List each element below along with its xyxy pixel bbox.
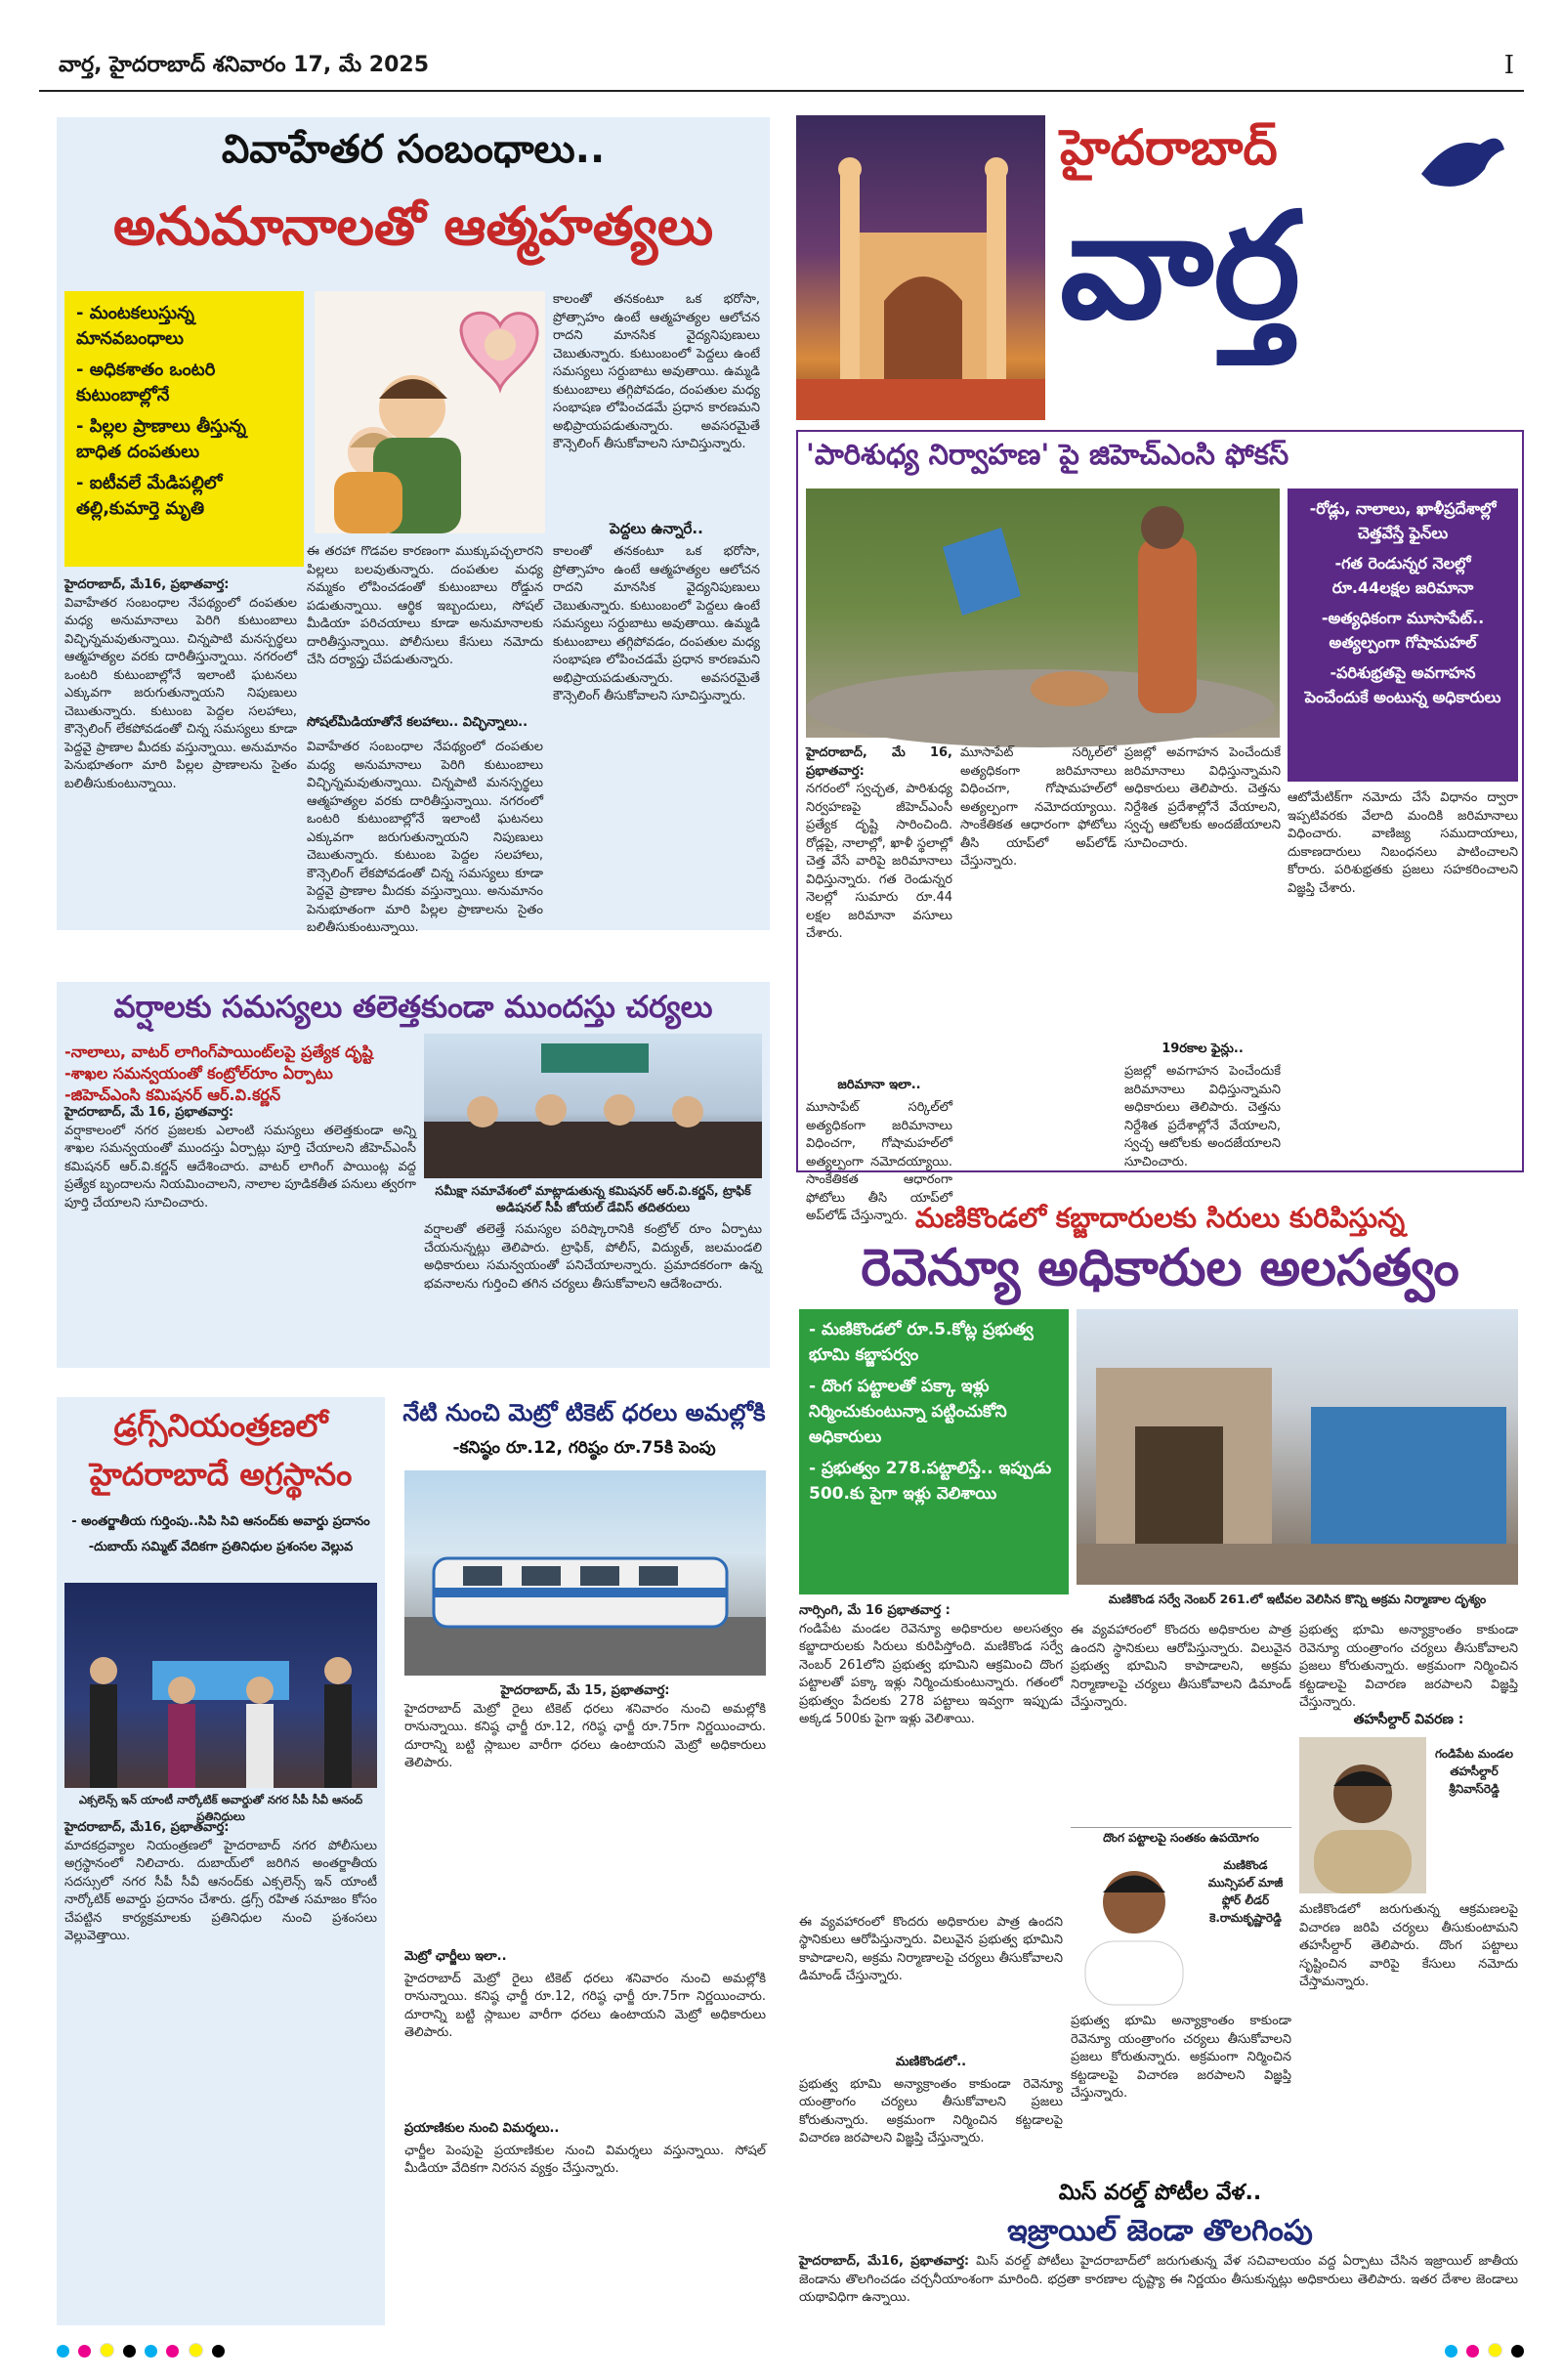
footer-registration-marks (57, 2343, 350, 2359)
registration-dot-icon (57, 2345, 69, 2358)
registration-dot-icon (1466, 2345, 1479, 2358)
story3-bullet: -నాలాలు, వాటర్ లాగింగ్‌పాయింట్‌లపై ప్రత్యేక దృష్టి (64, 1042, 373, 1061)
story4-col1-more: ఈ వ్యవహారంలో కొందరు అధికారుల పాత్ర ఉందని స్థానికులు ఆరోపిస్తున్నారు. విలువైన ప్రభుత్వ భూమిని కాపాడాలని, అక్రమ నిర్మాణాలపై చర్యలు తీసుకోవాలని డిమాండ్ చేస్తున్నారు. (799, 1914, 1063, 1983)
story2-col3-more: ప్రజల్లో అవగాహన పెంచేందుకే జరిమానాలు విధిస్తున్నామని అధికారులు తెలిపారు. చెత్తను నిర్దేశిత ప్రదేశాల్లోనే వేయాలని, స్వచ్ఛ ఆటోలకు అందజేయాలని సూచించారు. (1124, 1064, 1281, 1169)
story5-body (64, 1819, 377, 2316)
story4-bullet: - మణికొండలో రూ.5.కోట్ల ప్రభుత్వ భూమి కబ్జాపర్వం (809, 1320, 1034, 1365)
story4-photo-caption: మణికొండ సర్వే నెంబర్ 261.లో ఇటీవల వెలిసిన కొన్ని అక్రమ నిర్మాణాల దృశ్యం (1108, 1592, 1487, 1606)
registration-dot-icon (100, 2343, 114, 2358)
registration-dot-icon (145, 2345, 157, 2358)
story2-bullets (1288, 489, 1518, 782)
story2-col2 (960, 744, 1117, 1163)
story2-sub1: జరిమానా ఇలా.. (837, 1078, 921, 1092)
story5-caption: ఎక్సలెన్స్ ఇన్ యాంటీ నార్కోటిక్ అవార్డుతో నగర సీపీ సీవీ ఆనంద్ ప్రతినిధులు (78, 1793, 363, 1823)
story1-bullet: - పిల్లల ప్రాణాలు తీస్తున్న బాధిత దంపతులు (76, 416, 247, 462)
masthead (796, 115, 1524, 420)
story1-dateline: హైదరాబాద్, మే16, ప్రభాతవార్త: (64, 577, 230, 592)
story7-body-copy: మిస్ వరల్డ్ పోటీలు హైదరాబాద్‌లో జరుగుతున్న వేళ సచివాలయం వద్ద ఏర్పాటు చేసిన ఇజ్రాయిల్ జాతీయ జెండాను తొలగించడం చర్చనీయాంశంగా మారింది. భద్రతా కారణాల దృష్ట్యా ఈ నిర్ణయం తీసుకున్నట్లు అధికారులు తెలిపారు. ఇతర దేశాల జెండాలు యథావిధిగా ఉన్నాయి. (799, 2254, 1518, 2305)
story1-col1 (64, 576, 297, 918)
story7-kicker: మిస్ వరల్డ్ పోటీల వేళ.. (1058, 2181, 1262, 2205)
registration-dot-icon (1445, 2345, 1457, 2358)
story2-col1-text: నగరంలో స్వచ్ఛత, పారిశుధ్య నిర్వహణపై జీహెచ్ఎంసీ ప్రత్యేక దృష్టి సారించింది. రోడ్లపై, నాలాల్లో, ఖాళీ స్థలాల్లో చెత్త వేసే వారిపై జరిమానాలు విధిస్తున్నారు. గత రెండున్నర నెలల్లో సుమారు రూ.44 లక్షల జరిమానా వసూలు చేశారు. (806, 782, 952, 941)
story1-bullet: - అధికశాతం ఒంటరి కుటుంబాల్లోనే (76, 360, 216, 405)
story6-headline: నేటి నుంచి మెట్రో టికెట్ ధరలు అమల్లోకి (402, 1399, 766, 1426)
story2-col3 (1124, 744, 1281, 1169)
story1-col2-text-more: వివాహేతర సంబంధాల నేపథ్యంలో దంపతుల మధ్య అనుమానాలు పెరిగి కుటుంబాలు విచ్ఛిన్నమవుతున్నాయి. చిన్నపాటి మనస్పర్థలు ఆత్మహత్యల వరకు దారితీస్తున్నాయి. నగరంలో ఒంటరి కుటుంబాల్లోనే ఇలాంటి ఘటనలు ఎక్కువగా జరుగుతున్నాయని నిపుణులు చెబుతున్నారు. కుటుంబ పెద్దల సలహాలు, కౌన్సెలింగ్ లేకపోవడంతో చిన్న సమస్యలు కూడా పెద్దవై ప్రాణాల మీదకు వస్తున్నాయి. అనుమానం పెనుభూతంగా మారి పిల్లల ప్రాణాలను సైతం బలితీసుకుంటున్నాయి. (307, 740, 543, 935)
story4-headline: రెవెన్యూ అధికారుల అలసత్వం (861, 1239, 1459, 1297)
story5-bullet: -దుబాయ్ సమ్మిట్ వేదికగా ప్రతినిధుల ప్రశంసల వెల్లువ (88, 1540, 354, 1554)
story3-headline: వర్షాలకు సమస్యలు తలెత్తకుండా ముందస్తు చర్యలు (113, 990, 713, 1025)
story4-col4-text: మణికొండలో జరుగుతున్న ఆక్రమణలపై విచారణ జరిపి చర్యలు తీసుకుంటామని తహసీల్దార్ తెలిపారు. దొంగ పట్టాలు సృష్టించిన వారిపై కేసులు నమోదు చేస్తామన్నారు. (1299, 1902, 1518, 1989)
masthead-city: హైదరాబాద్ (1060, 119, 1278, 176)
story2-headline: 'పారిశుధ్య నిర్వాహణ' పై జిహెచ్ఎంసి ఫోకస్ (806, 438, 1289, 471)
story6-sub2: మెట్రో ఛార్జీలు ఇలా.. (404, 1948, 507, 1964)
story2-photo (806, 489, 1280, 738)
registration-dot-icon (166, 2345, 179, 2358)
portrait-tahsildar (1299, 1737, 1426, 1893)
story2-bullet: -పరిశుభ్రతపై అవగాహన పెంచేందుకే అంటున్న అధికారులు (1304, 663, 1501, 706)
story3-bullet: -జిహెచ్ఎంసి కమిషనర్ ఆర్.వి.కర్ణన్ (64, 1085, 281, 1104)
story4-col2b-text: ప్రభుత్వ భూమి అన్యాక్రాంతం కాకుండా రెవెన్యూ యంత్రాంగం చర్యలు తీసుకోవాలని ప్రజలు కోరుతున్నారు. అక్రమంగా నిర్మించిన కట్టడాలపై విచారణ జరపాలని విజ్ఞప్తి చేస్తున్నారు. (1071, 2014, 1291, 2101)
story2-dateline: హైదరాబాద్, మే 16, ప్రభాతవార్త: (806, 745, 952, 779)
story3-dateline: హైదరాబాద్, మే 16, ప్రభాతవార్త: (64, 1105, 234, 1120)
story1-headline: అనుమానాలతో ఆత్మహత్యలు (112, 195, 714, 257)
story7-headline: ఇజ్రాయిల్ జెండా తొలగింపు (1007, 2214, 1313, 2248)
story1-col2 (307, 543, 543, 935)
story4-kicker: మణికొండలో కబ్జాదారులకు సిరులు కురిపిస్తున్న (914, 1202, 1406, 1234)
registration-dot-icon (78, 2345, 91, 2358)
footer-registration-marks-right (1358, 2343, 1524, 2359)
registration-dot-icon (1511, 2345, 1524, 2358)
story4-sub2: తహసీల్దార్ వివరణ : (1353, 1712, 1464, 1727)
header-dateline: వార్త, హైదరాబాద్ శనివారం 17, మే 2025 (59, 53, 430, 77)
story2-bullet: -అత్యధికంగా మూసాపేట్.. (1321, 609, 1485, 627)
story2-bullet: -గత రెండున్నర నెలల్లో రూ.44లక్షల జరిమానా (1331, 554, 1474, 597)
story5-body-text: మాదకద్రవ్యాల నియంత్రణలో హైదరాబాద్ నగర పోలీసులు అగ్రస్థానంలో నిలిచారు. దుబాయ్‌లో జరిగిన అంతర్జాతీయ సదస్సులో నగర సీపీ సీవీ ఆనంద్‌కు ఎక్సలెన్స్ ఇన్ యాంటీ నార్కోటిక్ అవార్డు ప్రదానం చేశారు. డ్రగ్స్ రహిత సమాజం కోసం చేపట్టిన కార్యక్రమాలకు ప్రతినిధుల నుంచి ప్రశంసలు వెల్లువెత్తాయి. (64, 1838, 377, 1943)
story3-bullets (64, 1041, 416, 1106)
story7-body-text (799, 2253, 1518, 2329)
story4-col1-text: గండిపేట మండల రెవెన్యూ అధికారుల అలసత్వం కబ్జాదారులకు సిరులు కురిపిస్తోంది. మణికొండ సర్వే నెంబర్ 261లోని ప్రభుత్వ భూమిని ఆక్రమించి దొంగ పట్టాలతో పక్కా ఇళ్లు నిర్మించుకుంటున్నారు. గతంలో ప్రభుత్వం పేదలకు 278 పట్టాలు ఇవ్వగా ఇప్పుడు అక్కడ 500కు పైగా ఇళ్లు వెలిశాయి. (799, 1621, 1063, 1726)
story6-metro-photo (404, 1470, 766, 1676)
story4-col1 (799, 1602, 1063, 2163)
registration-dot-icon (123, 2345, 136, 2358)
story6-dateline: హైదరాబాద్, మే 15, ప్రభాతవార్త: (500, 1683, 670, 1698)
story1-bullet: - మంటకలుస్తున్న మానవబంధాలు (76, 303, 195, 349)
story6-body2-text: ఛార్జీల పెంపుపై ప్రయాణికుల నుంచి విమర్శలు వస్తున్నాయి. సోషల్ మీడియా వేదికగా నిరసన వ్యక్తం చేస్తున్నారు. (404, 2143, 766, 2176)
story3-caption: సమీక్షా సమావేశంలో మాట్లాడుతున్న కమిషనర్ ఆర్.వి.కర్ణన్, ట్రాఫిక్ అడిషనల్ సీపీ జోయల్ డేవిస్ తదితరులు (435, 1183, 751, 1214)
story2-sub2: 19రకాల ఫైన్లు.. (1162, 1041, 1244, 1056)
story1-right-column (553, 291, 760, 516)
story3-bullet: -శాఖల సమన్వయంతో కంట్రోల్‌రూం ఏర్పాటు (64, 1064, 333, 1083)
masthead-title: వార్త (1060, 182, 1301, 352)
story4-col2 (1071, 1622, 1291, 1817)
story3-col1 (64, 1104, 416, 1360)
story4-col1-end: ప్రభుత్వ భూమి అన్యాక్రాంతం కాకుండా రెవెన్యూ యంత్రాంగం చర్యలు తీసుకోవాలని ప్రజలు కోరుతున్నారు. అక్రమంగా నిర్మించిన కట్టడాలపై విచారణ జరపాలని విజ్ఞప్తి చేస్తున్నారు. (799, 2076, 1063, 2146)
story4-col3 (1299, 1622, 1518, 1710)
story7-body (799, 2253, 1518, 2329)
story5-bullet: - అంతర్జాతీయ గుర్తింపు..సిపి సివి ఆనంద్‌కు అవార్డు ప్రదానం (71, 1514, 370, 1529)
story4-portrait1-name: మణికొండ మున్సిపల్ మాజీ ఫ్లోర్ లీడర్ కె.రామకృష్ణారెడ్డి (1207, 1858, 1284, 1925)
story1-subhead-elders: పెద్దలు ఉన్నారే.. (610, 520, 703, 537)
story2-col1 (806, 744, 952, 1223)
story4-bullets (799, 1309, 1069, 1594)
story4-sub1: మణికొండలో.. (895, 2054, 967, 2069)
registration-dot-icon (212, 2345, 225, 2358)
charminar-photo (796, 115, 1045, 420)
story2-col2-text: మూసాపేట్ సర్కిల్‌లో అత్యధికంగా జరిమానాలు విధించగా, గోషామహల్‌లో అత్యల్పంగా నమోదయ్యాయి. సాంకేతికత ఆధారంగా ఫోటోలు తీసి యాప్‌లో అప్‌లోడ్ చేస్తున్నారు. (960, 745, 1117, 869)
dove-icon (1412, 125, 1509, 203)
story1-col1-text: వివాహేతర సంబంధాల నేపథ్యంలో దంపతుల మధ్య అనుమానాలు పెరిగి కుటుంబాలు విచ్ఛిన్నమవుతున్నాయి. చిన్నపాటి మనస్పర్థలు ఆత్మహత్యల వరకు దారితీస్తున్నాయి. నగరంలో ఒంటరి కుటుంబాల్లోనే ఇలాంటి ఘటనలు ఎక్కువగా జరుగుతున్నాయని నిపుణులు చెబుతున్నారు. కుటుంబ పెద్దల సలహాలు, కౌన్సెలింగ్ లేకపోవడంతో చిన్న సమస్యలు కూడా పెద్దవై ప్రాణాల మీదకు వస్తున్నాయి. అనుమానం పెనుభూతంగా మారి పిల్లల ప్రాణాలను సైతం బలితీసుకుంటున్నాయి. (64, 595, 297, 791)
registration-dot-icon (1488, 2343, 1502, 2358)
story5-dateline: హైదరాబాద్, మే16, ప్రభాతవార్త: (64, 1820, 230, 1835)
story1-bullet: - ఐటీవలే మేడిపల్లిలో తల్లి,కుమార్తె మృతి (76, 473, 223, 519)
story1-subhead-social: సోషల్‌మీడియాతోనే కలహాలు.. విచ్ఛిన్నాలు.. (307, 715, 528, 730)
story4-col2-text: ఈ వ్యవహారంలో కొందరు అధికారుల పాత్ర ఉందని స్థానికులు ఆరోపిస్తున్నారు. విలువైన ప్రభుత్వ భూమిని కాపాడాలని, అక్రమ నిర్మాణాలపై చర్యలు తీసుకోవాలని డిమాండ్ చేస్తున్నారు. (1071, 1623, 1291, 1710)
story1-col3b (553, 543, 760, 918)
story4-portrait1-caption: దొంగ పట్టాలపై సంతకం ఉపయోగం (1071, 1827, 1291, 1848)
story3-col2 (424, 1221, 762, 1360)
story4-photo (1077, 1309, 1518, 1585)
story2-col4 (1288, 789, 1518, 1163)
story4-col3-text: ప్రభుత్వ భూమి అన్యాక్రాంతం కాకుండా రెవెన్యూ యంత్రాంగం చర్యలు తీసుకోవాలని ప్రజలు కోరుతున్నారు. అక్రమంగా నిర్మించిన కట్టడాలపై విచారణ జరపాలని విజ్ఞప్తి చేస్తున్నారు. (1299, 1623, 1518, 1710)
page-header (39, 41, 1524, 92)
story6-body (404, 1682, 766, 2200)
story1-col3b-text: కాలంతో తనకంటూ ఒక భరోసా, ప్రోత్సాహం ఉంటే ఆత్మహత్యల ఆలోచన రాదని మానసిక వైద్యనిపుణులు చెబుతున్నారు. కుటుంబంలో పెద్దలు ఉంటే సమస్యలు సర్దుబాటు అవుతాయి. ఉమ్మడి కుటుంబాలు తగ్గిపోవడం, దంపతుల మధ్య సంభాషణ లోపించడమే ప్రధాన కారణమని అభిప్రాయపడుతున్నారు. అవసరమైతే కౌన్సెలింగ్ తీసుకోవాలని సూచిస్తున్నారు. (553, 544, 760, 703)
story4-col2b (1071, 2013, 1291, 2163)
story1-col3-text: కాలంతో తనకంటూ ఒక భరోసా, ప్రోత్సాహం ఉంటే ఆత్మహత్యల ఆలోచన రాదని మానసిక వైద్యనిపుణులు చెబుతున్నారు. కుటుంబంలో పెద్దలు ఉంటే సమస్యలు సర్దుబాటు అవుతాయి. ఉమ్మడి కుటుంబాలు తగ్గిపోవడం, దంపతుల మధ్య సంభాషణ లోపించడమే ప్రధాన కారణమని అభిప్రాయపడుతున్నారు. అవసరమైతే కౌన్సెలింగ్ తీసుకోవాలని సూచిస్తున్నారు. (553, 292, 760, 451)
story3-col1-text: వర్షాకాలంలో నగర ప్రజలకు ఎలాంటి సమస్యలు తలెత్తకుండా అన్ని శాఖల సమన్వయంతో ముందస్తు ఏర్పాట్లు పూర్తి చేయాలని జీహెచ్ఎంసీ కమిషనర్ ఆర్.వి.కర్ణన్ ఆదేశించారు. వాటర్ లాగింగ్ పాయింట్ల వద్ద ప్రత్యేక బృందాలను నియమించాలని, నాలాల పూడికతీత పనులు త్వరగా పూర్తి చేయాలని సూచించారు. (64, 1123, 416, 1211)
story5-bullets (64, 1512, 377, 1557)
story2-col4-text: ఆటోమేటిక్‌గా నమోదు చేసే విధానం ద్వారా ఇప్పటివరకు వేలాది మందికి జరిమానాలు విధించారు. వాణిజ్య సముదాయాలు, దుకాణదారులు నిబంధనలు పాటించాలని కోరారు. పరిశుభ్రతకు ప్రజలు సహకరించాలని విజ్ఞప్తి చేశారు. (1288, 790, 1518, 896)
story3-col2-text: వర్షాలతో తలెత్తే సమస్యల పరిష్కారానికి కంట్రోల్ రూం ఏర్పాటు చేయనున్నట్లు తెలిపారు. ట్రాఫిక్, పోలీస్, విద్యుత్, జలమండలి అధికారులు సమన్వయంతో పనిచేయాలన్నారు. ప్రమాదకరంగా ఉన్న భవనాలను గుర్తించి తగిన చర్యలు తీసుకోవాలని ఆదేశించారు. (424, 1222, 762, 1292)
story2-col1-more: మూసాపేట్ సర్కిల్‌లో అత్యధికంగా జరిమానాలు విధించగా, గోషామహల్‌లో అత్యల్పంగా నమోదయ్యాయి. సాంకేతికత ఆధారంగా ఫోటోలు తీసి యాప్‌లో అప్‌లోడ్ చేస్తున్నారు. (806, 1100, 952, 1223)
story1-bullets (64, 291, 304, 567)
portrait-ramakrishnareddy (1071, 1849, 1198, 2005)
story2-col3-text: ప్రజల్లో అవగాహన పెంచేందుకే జరిమానాలు విధిస్తున్నామని అధికారులు తెలిపారు. చెత్తను నిర్దేశిత ప్రదేశాల్లోనే వేయాలని, స్వచ్ఛ ఆటోలకు అందజేయాలని సూచించారు. (1124, 745, 1281, 851)
page-number: I (1503, 51, 1514, 80)
story3-photo (424, 1034, 762, 1178)
story4-bullet: - ప్రభుత్వం 278.పట్టాలిస్తే.. ఇప్పుడు 500.కు పైగా ఇళ్లు వెలిశాయి (809, 1459, 1052, 1504)
story1-col2-text: ఈ తరహా గొడవల కారణంగా ముక్కుపచ్చలారని పిల్లలు బలవుతున్నారు. దంపతుల మధ్య నమ్మకం లోపించడంతో కుటుంబాలు రోడ్డున పడుతున్నాయి. ఆర్థిక ఇబ్బందులు, సోషల్ మీడియా పరిచయాలు కూడా అనుమానాలకు దారితీస్తున్నాయి. పోలీసులు కేసులు నమోదు చేసి దర్యాప్తు చేపడుతున్నారు. (307, 544, 543, 667)
story4-col4 (1299, 1901, 1518, 2163)
story2-bullet: అత్యల్పంగా గోషామహల్ (1329, 633, 1477, 652)
registration-dot-icon (189, 2343, 203, 2358)
story6-body-text: హైదరాబాద్ మెట్రో రైలు టికెట్ ధరలు శనివారం నుంచి అమల్లోకి రానున్నాయి. కనిష్ఠ ఛార్జీ రూ.12, గరిష్ఠ ఛార్జీ రూ.75గా నిర్ణయించారు. దూరాన్ని బట్టి స్లాబుల వారీగా ధరలు ఉంటాయని మెట్రో అధికారులు తెలిపారు. (404, 1701, 766, 1770)
story1-kicker: వివాహేతర సంబంధాలు.. (221, 127, 606, 172)
story4-bullet: - దొంగ పట్టాలతో పక్కా ఇళ్లు నిర్మించుకుంటున్నా పట్టించుకోని అధికారులు (809, 1377, 1007, 1447)
story5-headline1: డ్రగ్స్‌నియంత్రణలో (113, 1407, 328, 1444)
story6-sub: -కనిష్ఠం రూ.12, గరిష్ఠం రూ.75కి పెంపు (452, 1438, 716, 1458)
story4-dateline: నార్సింగి, మే 16 ప్రభాతవార్త : (799, 1603, 950, 1618)
story5-photo (64, 1583, 377, 1788)
story6-fares-text: హైదరాబాద్ మెట్రో రైలు టికెట్ ధరలు శనివారం నుంచి అమల్లోకి రానున్నాయి. కనిష్ఠ ఛార్జీ రూ.12, గరిష్ఠ ఛార్జీ రూ.75గా నిర్ణయించారు. దూరాన్ని బట్టి స్లాబుల వారీగా ధరలు ఉంటాయని మెట్రో అధికారులు తెలిపారు. (404, 1971, 766, 2040)
story1-illustration (315, 291, 545, 533)
story6-sub3: ప్రయాణికుల నుంచి విమర్శలు.. (404, 2120, 560, 2136)
story7-dateline: హైదరాబాద్, మే16, ప్రభాతవార్త: (799, 2254, 970, 2269)
story4-portrait2-name: గండిపేట మండల తహసీల్దార్ శ్రీనివాస్‌రెడ్డి (1434, 1747, 1514, 1796)
story5-headline2: హైదరాబాదే అగ్రస్థానం (89, 1456, 353, 1493)
story2-bullet: -రోడ్లు, నాలాలు, ఖాళీప్రదేశాల్లో చెత్తవేస్తే ఫైన్‌లు (1309, 499, 1497, 542)
